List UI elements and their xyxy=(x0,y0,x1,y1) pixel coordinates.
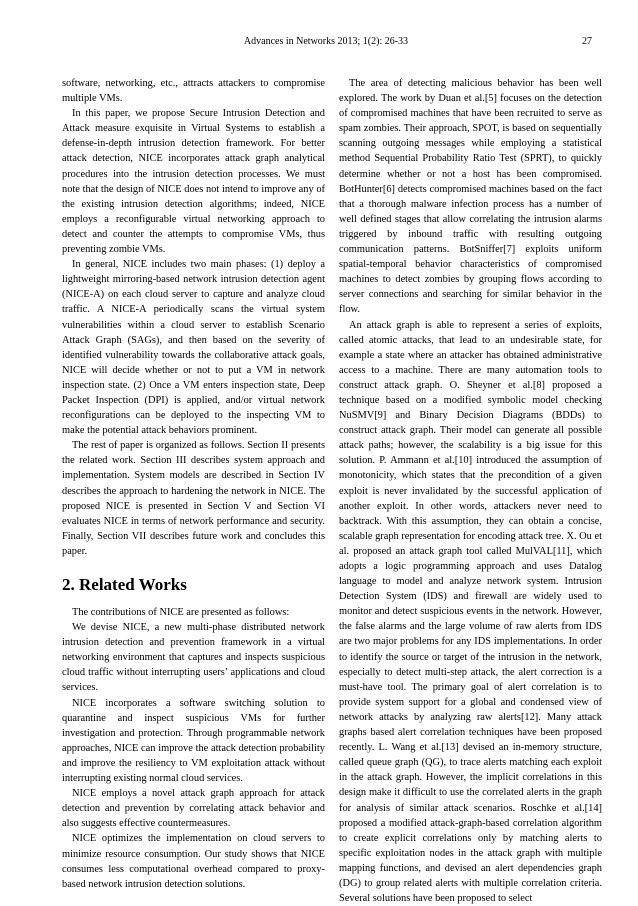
paragraph: NICE employs a novel attack graph approach for attack detection and prevention by correlating attack behavior and also suggests effective countermeasures. xyxy=(62,786,325,831)
paragraph: We devise NICE, a new multi-phase distributed network intrusion detection and prevention framework in a virtual networking environment that captures and inspects suspicious cloud traffic without interrupting users’ applications and cloud services. xyxy=(62,620,325,695)
running-header xyxy=(60,36,592,47)
right-column xyxy=(339,76,602,906)
paragraph: An attack graph is able to represent a series of exploits, called atomic attacks, that lead to an undesirable state, for example a state where an attacker has obtained administrative access to a machine. There are many automation tools to construct attack graph. O. Sheyner et al.[8] proposed a technique based on a modified symbolic model checking NuSMV[9] and Binary Decision Diagrams (BDDs) to construct attack graph. Their model can generate all possible attack paths; however, the scalability is a big issue for this solution. P. Ammann et al.[10] introduced the assumption of monotonicity, which states that the precondition of a given exploit is never invalidated by the successful application of another exploit. In other words, attackers never need to backtrack. With this assumption, they can obtain a concise, scalable graph representation for encoding attack tree. X. Ou et al. proposed an attack graph tool called MulVAL[11], which adopts a logic programming approach and uses Datalog language to model and analyze network system. Intrusion Detection System (IDS) and firewall are widely used to monitor and detect suspicious events in the network. However, the false alarms and the large volume of raw alerts from IDS are two major problems for any IDS implementations. In order to identify the source or target of the intrusion in the network, especially to detect multi-step attack, the alert correction is a must-have tool. The primary goal of alert correlation is to provide system support for a global and condensed view of network attacks by analyzing raw alerts[12]. Many attack graphs based alert correlation techniques have been proposed recently. L. Wang et al.[13] devised an in-memory structure, called queue graph (QG), to trace alerts matching each exploit in the attack graph. However, the implicit correlations in this design make it difficult to use the correlated alerts in the graph for analysis of similar attack scenarios. Roschke et al.[14] proposed a modified attack-graph-based correlation algorithm to create explicit correlations only by matching alerts to specific exploitation nodes in the attack graph with multiple mapping functions, and devised an alert dependencies graph (DG) to group related alerts with multiple correlation criteria. Several solutions have been proposed to select xyxy=(339,318,602,906)
paragraph: software, networking, etc., attracts attackers to compromise multiple VMs. xyxy=(62,76,325,106)
left-column xyxy=(62,76,325,892)
section-heading-related-works: 2. Related Works xyxy=(62,575,325,595)
paragraph: NICE optimizes the implementation on cloud servers to minimize resource consumption. Our study shows that NICE consumes less computational overhead compared to proxy-based network intrusion detection solutions. xyxy=(62,831,325,891)
paragraph: The area of detecting malicious behavior has been well explored. The work by Duan et al.[5] focuses on the detection of compromised machines that have been recruited to serve as spam zombies. Their approach, SPOT, is based on sequentially scanning outgoing messages while employing a statistical method Sequential Probability Ratio Test (SPRT), to quickly determine whether or not a host has been compromised. BotHunter[6] detects compromised machines based on the fact that a thorough malware infection process has a number of well defined stages that allow correlating the intrusion alarms triggered by inbound traffic with resulting outgoing communication patterns. BotSniffer[7] exploits uniform spatial-temporal behavior characteristics of compromised machines to detect zombies by grouping flows according to server connections and searching for similar behavior in the flow. xyxy=(339,76,602,318)
journal-citation: Advances in Networks 2013; 1(2): 26-33 xyxy=(244,36,408,47)
page-number: 27 xyxy=(582,36,592,47)
paragraph: The contributions of NICE are presented as follows: xyxy=(62,605,325,620)
paragraph: In general, NICE includes two main phases: (1) deploy a lightweight mirroring-based network intrusion detection agent (NICE-A) on each cloud server to capture and analyze cloud traffic. A NICE-A periodically scans the virtual system vulnerabilities within a cloud server to establish Scenario Attack Graph (SAGs), and then based on the severity of identified vulnerability towards the collaborative attack goals, NICE will decide whether or not to put a VM in network inspection state. (2) Once a VM enters inspection state, Deep Packet Inspection (DPI) is applied, and/or virtual network reconfigurations can be deployed to the inspecting VM to make the potential attack behaviors prominent. xyxy=(62,257,325,438)
paragraph: NICE incorporates a software switching solution to quarantine and inspect suspicious VMs for further investigation and protection. Through programmable network approaches, NICE can improve the attack detection probability and improve the resiliency to VM exploitation attack without interrupting existing normal cloud services. xyxy=(62,696,325,787)
paragraph: In this paper, we propose Secure Intrusion Detection and Attack measure exquisite in Virtual Systems to establish a defense-in-depth intrusion detection framework. For better attack detection, NICE incorporates attack graph analytical procedures into the intrusion detection processes. We must note that the design of NICE does not intend to improve any of the existing intrusion detection algorithms; indeed, NICE employs a reconfigurable virtual networking approach to detect and counter the attempts to compromise VMs, thus preventing zombie VMs. xyxy=(62,106,325,257)
paragraph: The rest of paper is organized as follows. Section II presents the related work. Section III describes system approach and implementation. System models are described in Section IV describes the approach to hardening the network in NICE. The proposed NICE is presented in Section V and Section VI evaluates NICE in terms of network performance and security. Finally, Section VII describes future work and concludes this paper. xyxy=(62,438,325,559)
